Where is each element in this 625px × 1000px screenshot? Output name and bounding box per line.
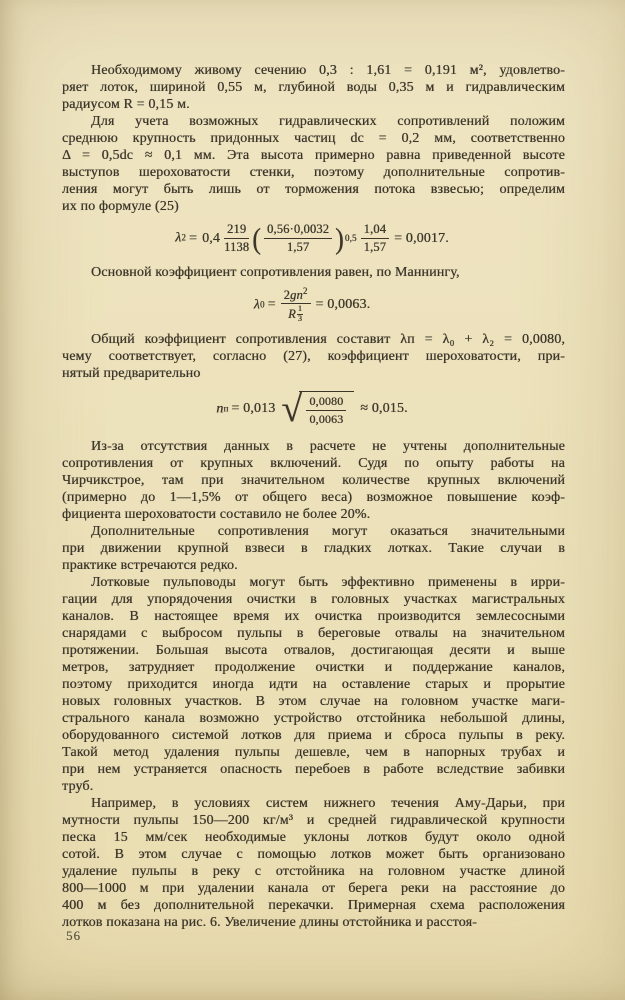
text-line: песка 15 мм/сек необходимые уклоны лотков будут около одной: [62, 829, 565, 845]
fraction: [306, 394, 346, 425]
fraction-numerator: 0,0080: [306, 394, 346, 410]
text-line: оборудованного системой лотков для приема и сброса пульпы в реку.: [62, 727, 565, 743]
text-line: их по формуле (25): [62, 199, 179, 214]
text-line: при нем устраняется опасность перебоев в работе вследствие забивки: [62, 761, 565, 777]
formula-lambda-0: [62, 286, 565, 324]
text-line: Из-за отсутствия данных в расчете не учтены дополнительные: [91, 438, 565, 454]
fraction-denominator: 1,57: [286, 239, 310, 254]
formula-result: ≈ 0,015.: [360, 401, 408, 417]
text-line: Например, в условиях систем нижнего течения Аму-Дарьи, при: [91, 795, 565, 811]
text-line: поэтому приходится иногда идти на оставление старых и прорытие: [62, 676, 565, 692]
text-line: гации для упорядочения очистки в головных участках магистральных: [62, 591, 565, 607]
fraction-numerator: 1,04: [361, 222, 389, 239]
text-line: среднюю крупность придонных частиц dс = 0,2 мм, соответственно: [62, 131, 565, 146]
text-line: Δ = 0,5dс ≈ 0,1 мм. Эта высота примерно равна приведенной высоте: [62, 148, 565, 163]
radicand: [299, 391, 354, 425]
text-line: Такой метод удаления пульпы дешевле, чем в напорных трубах и: [62, 744, 565, 760]
text-line: ления могут быть лишь от торможения потока взвесью; определим: [62, 182, 565, 197]
text-line: новых головных участков. В этом случае на головном участке маги-: [62, 693, 565, 709]
paragraph-total-coefficient: [62, 331, 565, 382]
paragraph-roughness: [62, 113, 565, 215]
equation: [216, 387, 410, 430]
formula-variable: λ: [253, 297, 260, 313]
equals-sign: =: [267, 297, 276, 313]
text-line: Основной коэффициент сопротивления равен, по Маннингу,: [91, 264, 460, 280]
paragraph-amu-darya-example: [62, 795, 565, 931]
numerator-coefficient: 2: [283, 287, 291, 302]
variable-subscript: п: [223, 403, 229, 414]
paragraph-cross-section: [62, 62, 565, 113]
text-line: сопротивления от крупных включений. Судя по опыту работы на: [62, 455, 565, 471]
text-line: практике встречаются редко.: [62, 557, 238, 573]
exponent-denominator: 3: [297, 313, 303, 323]
text-line: Для учета возможных гидравлических сопротивлений положим: [91, 114, 565, 129]
exponent: 0,5: [344, 232, 357, 243]
fraction-denominator: 1138: [224, 239, 250, 254]
text-line: Лотковые пульповоды могут быть эффективно применены в ирри-: [91, 574, 565, 590]
text-line: ряет лоток, шириной 0,55 м, глубиной воды 0,35 м и гидравлическим: [62, 80, 565, 95]
numerator-exponent: 2: [302, 285, 308, 296]
text-line: фициента шероховатости составило не более 20%.: [62, 506, 371, 522]
denominator-base: R: [288, 306, 296, 321]
fraction: [281, 286, 311, 324]
paragraph-manning: [62, 264, 565, 281]
radical-sign: √: [281, 387, 303, 430]
text-line: чему соответствует, согласно (27), коэффициент шероховатости, при-: [62, 348, 565, 364]
text-line: Дополнительные сопротивления могут оказаться значительными: [91, 523, 565, 539]
text-line: нятый предварительно: [62, 365, 201, 381]
fraction-numerator: 219: [224, 222, 249, 239]
page-number: 56: [66, 928, 81, 943]
equation: [253, 285, 374, 323]
text-line: протяжении. Большая высота отвалов, достигающая десяти и выше: [62, 642, 565, 658]
fraction-denominator: 0,0063: [309, 411, 344, 426]
text-line: Общий коэффициент сопротивления составит λп = λ₀ + λ₂ = 0,0080,: [91, 331, 565, 347]
text-line: радиусом R = 0,15 м.: [62, 97, 190, 112]
text-line: метров, затрудняет продолжение очистки и поддержание каналов,: [62, 659, 565, 675]
text-line: выступов шероховатости стенки, поэтому дополнительные сопротив-: [62, 165, 565, 180]
text-line: при движении крупной взвеси в гладких лотках. Такие случаи в: [62, 540, 565, 556]
paragraph-missing-data: [62, 438, 565, 523]
formula-lambda-2: [62, 222, 565, 255]
paragraph-flume-pulp-lines: [62, 574, 565, 795]
formula-result: = 0,0017.: [394, 230, 449, 246]
fraction-numerator: 0,56·0,0032: [264, 222, 332, 239]
fraction: [361, 222, 389, 255]
formula-variable: λ: [175, 230, 182, 246]
text-line: Необходимому живому сечению 0,3 : 1,61 = 0,191 м², удовлетво-: [91, 63, 565, 78]
fraction-denominator: [281, 304, 311, 324]
fraction: [224, 222, 249, 255]
fraction-denominator: 1,57: [363, 239, 387, 254]
fraction: [264, 222, 332, 255]
text-line: Чирчикстрое, там при значительном количестве крупных включений: [62, 472, 565, 488]
text-line: снарядами с выбросом пульпы в береговые отвалы на значительном: [62, 625, 565, 641]
formula-n-roughness: [62, 387, 565, 430]
coefficient: 0,4: [202, 230, 221, 246]
variable-subscript: 2: [181, 232, 187, 243]
paragraph-additional-resistance: [62, 523, 565, 574]
formula-variable: n: [216, 401, 224, 417]
fraction-numerator: [281, 286, 311, 305]
text-block: [62, 62, 565, 931]
text-line: лотков показана на рис. 6. Увеличение длины отстойника и расстоя-: [62, 914, 477, 930]
variable-subscript: 0: [259, 299, 265, 310]
numerator-variables: gn: [290, 287, 303, 302]
equals-coefficient: = 0,013: [231, 401, 276, 417]
square-root: [281, 387, 354, 430]
text-line: каналов. В настоящее время их очистка производится землесосными: [62, 608, 565, 624]
open-paren: (: [252, 221, 262, 255]
text-line: стрального канала возможно устройство отстойника небольшой длины,: [62, 710, 565, 726]
text-line: (примерно до 1—1,5% от общего веса) возможное повышение коэф-: [62, 489, 565, 505]
exponent-numerator: 1: [297, 304, 303, 313]
close-paren: ): [335, 221, 344, 255]
text-line: мутности пульпы 150—200 кг/м³ и средней гидравлической крупности: [62, 812, 565, 828]
text-line: 800—1000 м при удалении канала от берега реки на расстояние до: [62, 880, 565, 896]
text-line: сотой. В этом случае с помощью лотков может быть организовано: [62, 846, 565, 862]
formula-result: = 0,0063.: [315, 297, 371, 313]
text-line: удаление пульпы в реку с отстойника на головном участке длиной: [62, 863, 565, 879]
stacked-exponent-fraction: [297, 305, 303, 324]
equals-sign: =: [189, 230, 198, 246]
text-line: труб.: [62, 778, 94, 794]
text-line: 400 м без дополнительной перекачки. Примерная схема расположения: [62, 897, 565, 913]
